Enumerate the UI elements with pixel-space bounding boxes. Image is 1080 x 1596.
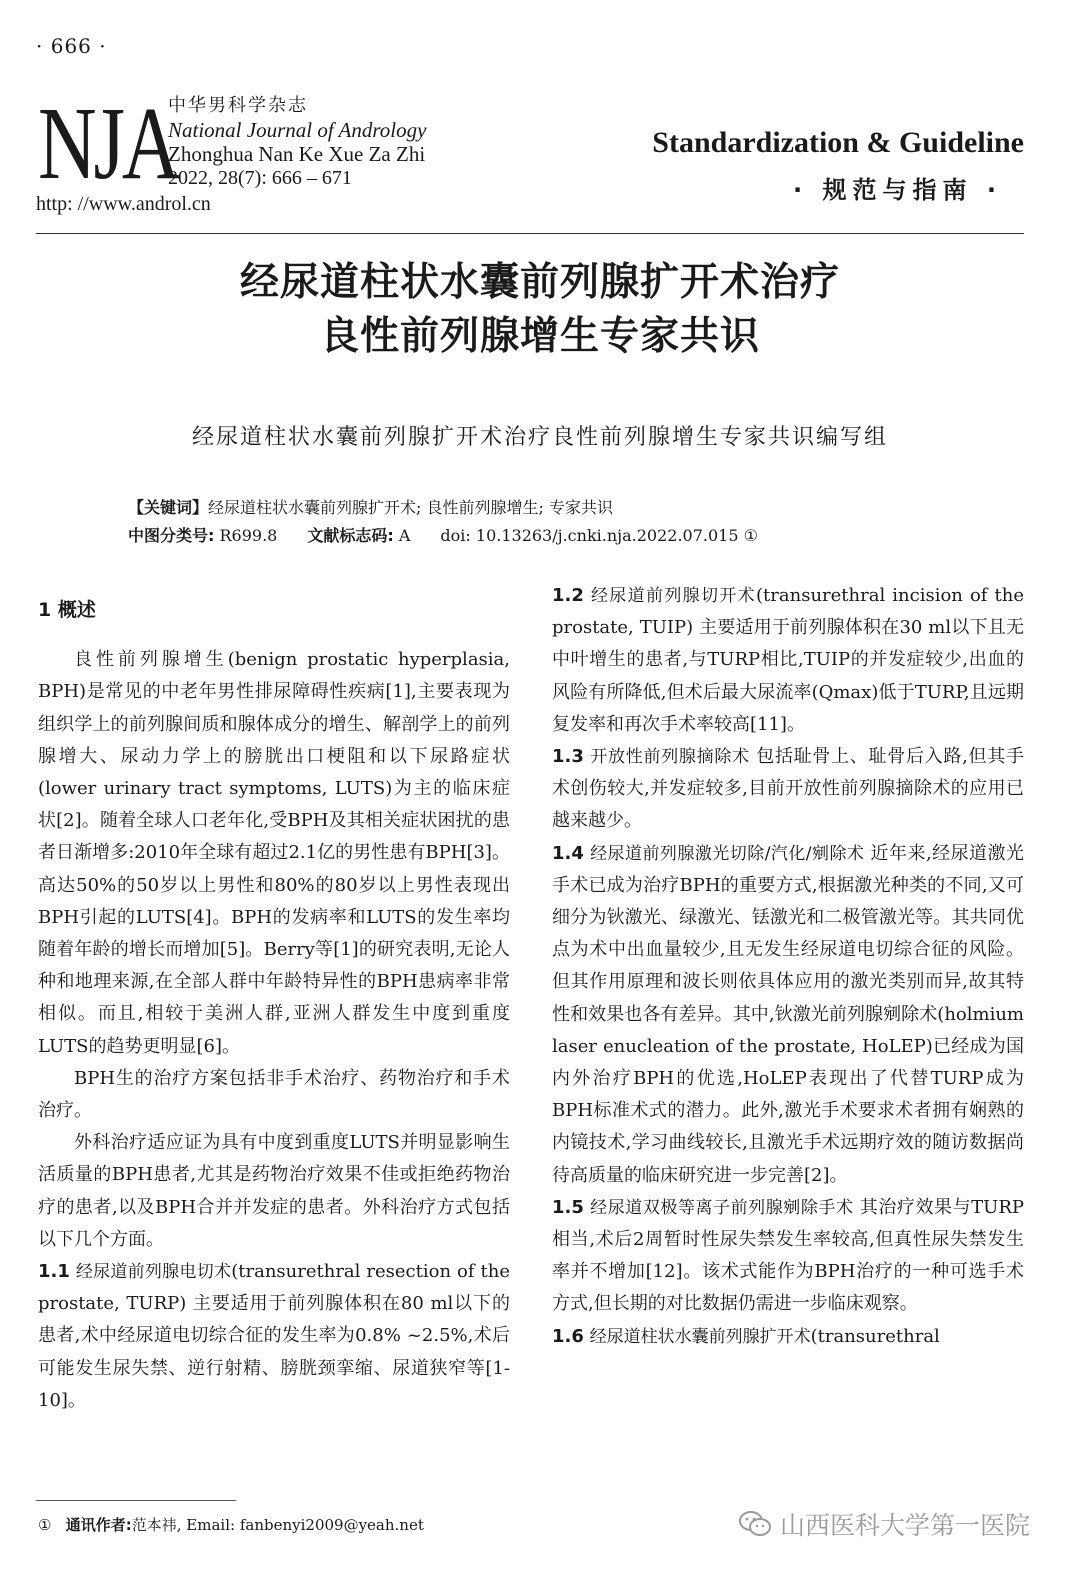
journal-info [168, 94, 426, 190]
article-title [0, 256, 1080, 364]
wechat-icon [738, 1510, 772, 1538]
subsection-title: 经尿道前列腺激光切除/汽化/剜除术 [590, 843, 865, 864]
keywords-text: 经尿道柱状水囊前列腺扩开术; 良性前列腺增生; 专家共识 [208, 498, 613, 517]
section-type-en: Standardization & Guideline [652, 126, 1024, 159]
article-authors: 经尿道柱状水囊前列腺扩开术治疗良性前列腺增生专家共识编写组 [191, 425, 888, 450]
subsection-1-3 [552, 741, 1024, 838]
subsection-1-5 [552, 1192, 1024, 1321]
title-line-2: 良性前列腺增生专家共识 [319, 314, 760, 359]
subsection-number: 1.1 [38, 1261, 70, 1283]
subsection-1-4 [552, 838, 1024, 1192]
footnote-text: 范本祎, Email: fanbenyi2009@yeah.net [131, 1516, 424, 1534]
paragraph-surgical-indications: 外科治疗适应证为具有中度到重度LUTS并明显影响生活质量的BPH患者,尤其是药物治疗效果不佳或拒绝药物治疗的患者,以及BPH合并并发症的患者。外科治疗方式包括以下几个方面。 [38, 1132, 510, 1250]
doc-code-label: 文献标志码: [307, 526, 394, 545]
subsection-body: 其治疗效果与TURP相当,术后2周暂时性尿失禁发生率较高,但真性尿失禁发生率并不增加[12]。该术式能作为BPH治疗的一种可选手术方式,但长期的对比数据仍需进一步临床观察。 [552, 1196, 1024, 1315]
subsection-1-1 [38, 1256, 510, 1417]
article-meta [128, 494, 758, 550]
title-line-1: 经尿道柱状水囊前列腺扩开术治疗 [239, 260, 840, 305]
subsection-number: 1.4 [552, 842, 584, 864]
subsection-number: 1.3 [552, 746, 584, 768]
subsection-body: (transurethral incision of the prostate, TUIP) 主要适用于前列腺体积在30 ml以下且无中叶增生的患者,与TURP相比,TUIP的并发症较少,出血的风险有所降低,但术后最大尿流率(Qmax)低于TURP,且远期复发率和再次手术率较高[11]。 [552, 585, 1024, 735]
right-column [552, 580, 1024, 1353]
section-1-heading: 1 概述 [38, 599, 96, 621]
paragraph-bph-intro: 良性前列腺增生(benign prostatic hyperplasia, BPH)是常见的中老年男性排尿障碍性疾病[1],主要表现为组织学上的前列腺间质和腺体成分的增生、解剖学上的前列腺增大、尿动力学上的膀胱出口梗阻和以下尿路症状(lower urinary tract symptoms, LUTS)为主的临床症状[2]。随着全球人口老年化,受BPH及其相关症状困扰的患者日渐增多:2010年全球有超过2.1亿的男性患有BPH[3]。高达50%的50岁以上男性和80%的80岁以上男性表现出BPH引起的LUTS[4]。BPH的发病率和LUTS的发生率均随着年龄的增长而增加[5]。Berry等[1]的研究表明,无论人种和地理来源,在全部人群中年龄特异性的BPH患病率非常相似。而且,相较于美洲人群,亚洲人群发生中度到重度LUTS的趋势更明显[6]。 [38, 649, 510, 1057]
subsection-body: 包括耻骨上、耻骨后入路,但其手术创伤较大,并发症较多,目前开放性前列腺摘除术的应用已越来越少。 [552, 746, 1024, 832]
subsection-number: 1.5 [552, 1196, 584, 1218]
left-column [38, 584, 510, 1417]
journal-logo: NJA [38, 86, 178, 201]
wechat-watermark [738, 1506, 1030, 1542]
subsection-number: 1.6 [552, 1325, 584, 1347]
watermark-text: 山西医科大学第一医院 [779, 1511, 1030, 1540]
footnote-mark: ① [38, 1516, 52, 1534]
subsection-1-6 [552, 1321, 1024, 1353]
clc-value: R699.8 [219, 526, 278, 545]
keywords-line [128, 494, 758, 522]
section-type-cn: · 规范与指南 · [793, 176, 1002, 204]
header-divider [36, 233, 1024, 234]
subsection-title: 经尿道前列腺电切术 [75, 1262, 232, 1283]
journal-website[interactable]: http: //www.androl.cn [36, 193, 211, 215]
section-type [652, 126, 1024, 205]
footnote [38, 1514, 424, 1535]
subsection-title: 经尿道双极等离子前列腺剜除手术 [590, 1197, 854, 1218]
clc-label: 中图分类号: [128, 526, 215, 545]
doc-code-value: A [398, 526, 411, 545]
subsection-body: (transurethral resection of the prostate, TURP) 主要适用于前列腺体积在80 ml以下的患者,术中经尿道电切综合征的发生率为0.8% ~2.5%,术后可能发生尿失禁、逆行射精、膀胱颈挛缩、尿道狭窄等[1-10]。 [38, 1261, 510, 1411]
footnote-divider [36, 1500, 236, 1501]
journal-name-en: National Journal of Andrology [168, 118, 427, 142]
paragraph-treatment-options: BPH生的治疗方案包括非手术治疗、药物治疗和手术治疗。 [38, 1067, 510, 1122]
journal-name-cn: 中华男科学杂志 [168, 95, 308, 116]
subsection-title: 经尿道柱状水囊前列腺扩开术 [589, 1326, 811, 1347]
classification-line [128, 522, 758, 550]
subsection-number: 1.2 [552, 585, 584, 606]
subsection-body: 近年来,经尿道激光手术已成为治疗BPH的重要方式,根据激光种类的不同,又可细分为钬激光、绿激光、铥激光和二极管激光等。其共同优点为术中出血量较少,且无发生经尿道电切综合征的风险。但其作用原理和波长则依具体应用的激光类别而异,故其特性和效果也各有差异。其中,钬激光前列腺剜除术(holmium laser enucleation of the prostate, HoLEP)已经成为国内外治疗BPH的优选,HoLEP表现出了代替TURP成为BPH标准术式的潜力。此外,激光手术要求术者拥有娴熟的内镜技术,学习曲线较长,且激光手术远期疗效的随访数据尚待高质量的临床研究进一步完善[2]。 [552, 842, 1024, 1186]
keywords-label: 【关键词】 [128, 498, 209, 517]
journal-issue: 2022, 28(7): 666 – 671 [168, 167, 352, 189]
footnote-label: 通讯作者: [65, 1516, 132, 1534]
subsection-title: 开放性前列腺摘除术 [590, 747, 750, 768]
subsection-1-2 [552, 580, 1024, 741]
journal-name-pinyin: Zhonghua Nan Ke Xue Za Zhi [168, 142, 426, 166]
subsection-body: (transurethral [810, 1325, 940, 1347]
doi-text[interactable]: doi: 10.13263/j.cnki.nja.2022.07.015 ① [440, 526, 758, 545]
page-number: · 666 · [36, 34, 107, 58]
subsection-title: 经尿道前列腺切开术 [590, 586, 757, 606]
